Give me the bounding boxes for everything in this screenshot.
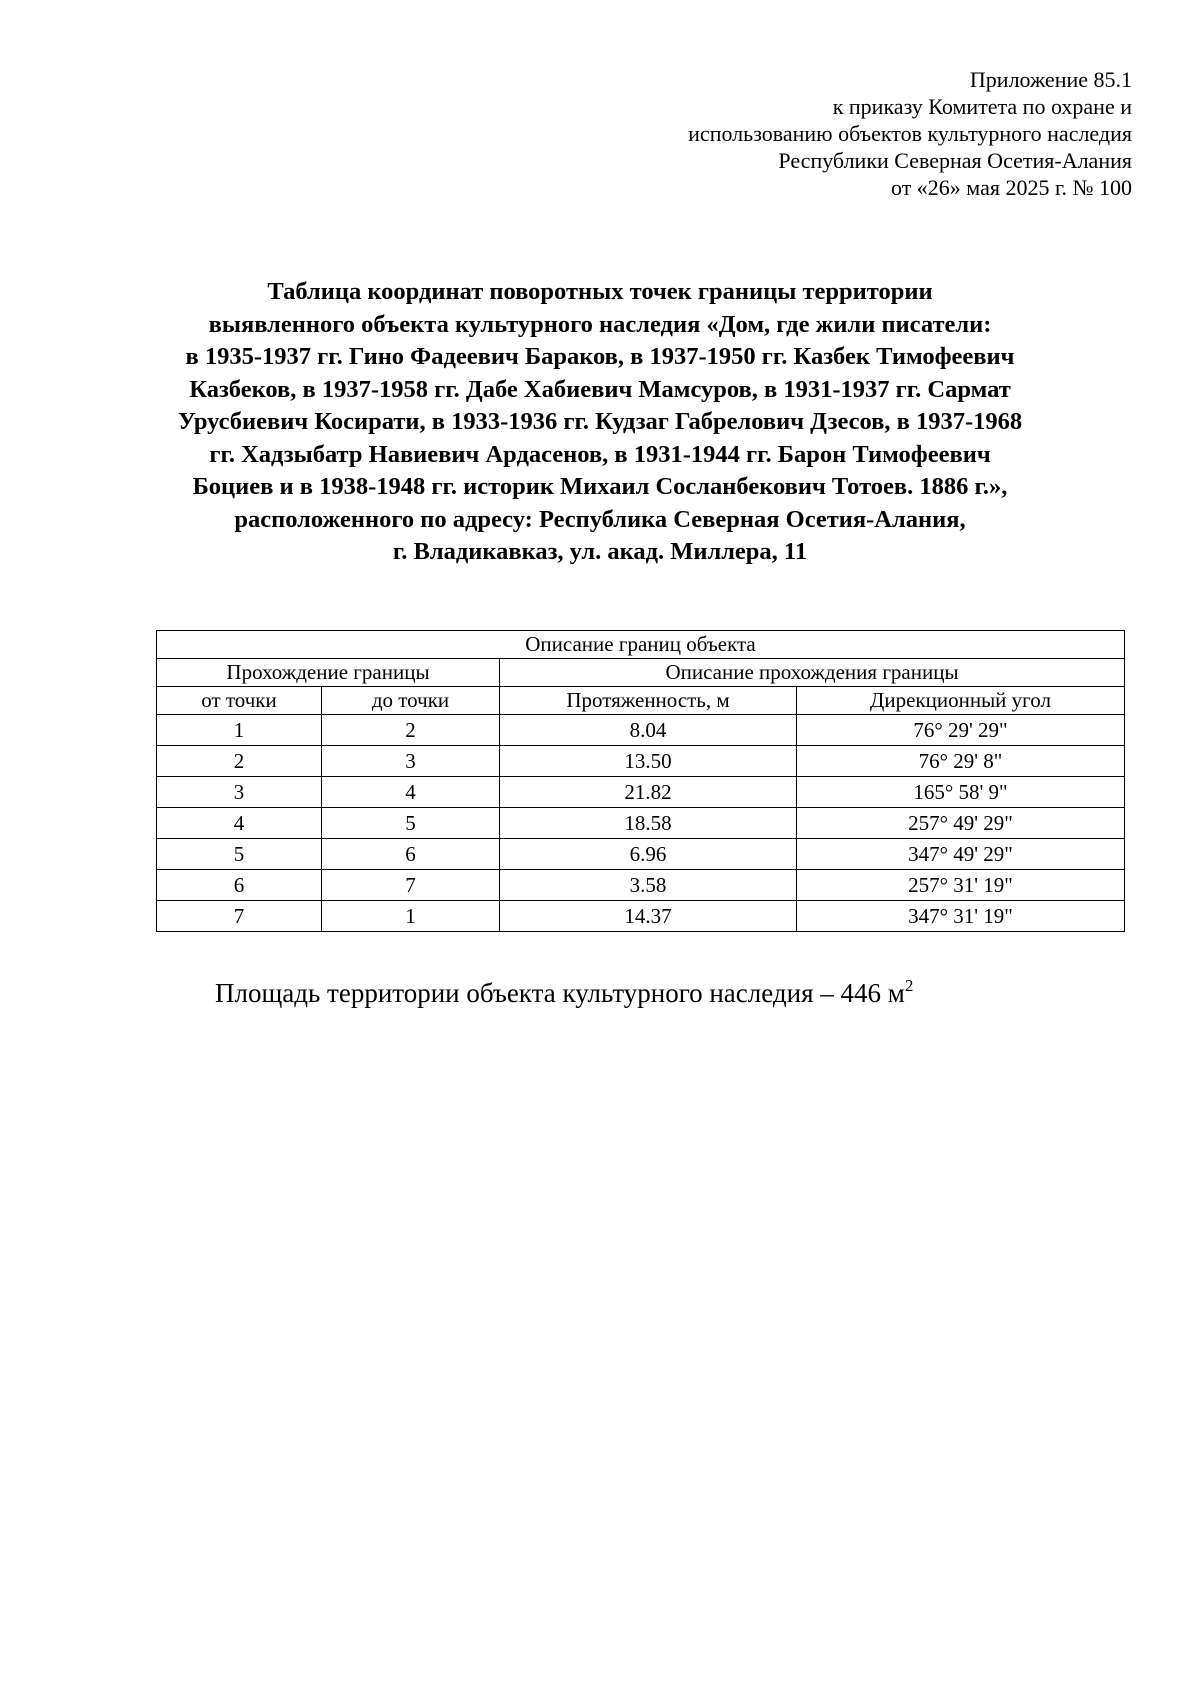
table-row (157, 715, 1125, 746)
title-line: гг. Хадзыбатр Навиевич Ардасенов, в 1931-1944 гг. Барон Тимофеевич (209, 440, 991, 468)
title-line: Урусбиевич Косирати, в 1933-1936 гг. Кудзаг Габрелович Дзесов, в 1937-1968 (177, 408, 1023, 435)
territory-area-statement (215, 976, 913, 1010)
cell-from-point: 2 (157, 746, 322, 777)
table-row (157, 808, 1125, 839)
coordinates-table (156, 630, 1125, 932)
column-header-from-point: от точки (157, 687, 322, 715)
cell-to-point: 1 (322, 901, 500, 932)
appendix-block (688, 66, 1132, 201)
title-line: Боциев и в 1938-1948 гг. историк Михаил Сосланбекович Тотоев. 1886 г.», (192, 473, 1008, 500)
cell-length: 3.58 (500, 870, 797, 901)
cell-from-point: 7 (157, 901, 322, 932)
cell-length: 6.96 (500, 839, 797, 870)
document-title (120, 276, 1080, 569)
cell-from-point: 1 (157, 715, 322, 746)
cell-from-point: 6 (157, 870, 322, 901)
cell-direction-angle: 76° 29' 29" (797, 715, 1125, 746)
cell-direction-angle: 165° 58' 9" (797, 777, 1125, 808)
title-line: расположенного по адресу: Республика Северная Осетия-Алания, (234, 505, 966, 533)
group-header-boundary-passage: Прохождение границы (157, 659, 500, 687)
cell-direction-angle: 257° 49' 29" (797, 808, 1125, 839)
title-line: в 1935-1937 гг. Гино Фадеевич Бараков, в 1937-1950 гг. Казбек Тимофеевич (185, 343, 1015, 370)
table-column-header-row (157, 687, 1125, 715)
area-text: Площадь территории объекта культурного наследия – 446 м (215, 978, 905, 1008)
column-header-length: Протяженность, м (500, 687, 797, 715)
cell-length: 21.82 (500, 777, 797, 808)
cell-length: 18.58 (500, 808, 797, 839)
table-caption: Описание границ объекта (157, 631, 1125, 659)
cell-to-point: 5 (322, 808, 500, 839)
title-line: Таблица координат поворотных точек границы территории (267, 278, 933, 305)
cell-from-point: 3 (157, 777, 322, 808)
table-row (157, 839, 1125, 870)
table-row (157, 901, 1125, 932)
cell-to-point: 6 (322, 839, 500, 870)
appendix-line: Приложение 85.1 (969, 67, 1132, 92)
table-group-header-row (157, 659, 1125, 687)
cell-from-point: 4 (157, 808, 322, 839)
area-unit-superscript: 2 (904, 976, 914, 995)
table-row (157, 777, 1125, 808)
cell-direction-angle: 347° 49' 29" (797, 839, 1125, 870)
cell-to-point: 4 (322, 777, 500, 808)
cell-length: 8.04 (500, 715, 797, 746)
cell-to-point: 3 (322, 746, 500, 777)
column-header-to-point: до точки (322, 687, 500, 715)
cell-direction-angle: 76° 29' 8" (797, 746, 1125, 777)
appendix-line: к приказу Комитета по охране и (832, 94, 1132, 119)
cell-to-point: 2 (322, 715, 500, 746)
column-header-direction-angle: Дирекционный угол (797, 687, 1125, 715)
title-line: г. Владикавказ, ул. акад. Миллера, 11 (392, 538, 808, 565)
appendix-line: Республики Северная Осетия-Алания (778, 148, 1132, 173)
cell-length: 14.37 (500, 901, 797, 932)
title-line: выявленного объекта культурного наследия «Дом, где жили писатели: (208, 310, 992, 338)
cell-from-point: 5 (157, 839, 322, 870)
cell-direction-angle: 257° 31' 19" (797, 870, 1125, 901)
table-row (157, 746, 1125, 777)
cell-to-point: 7 (322, 870, 500, 901)
appendix-line: использованию объектов культурного наследия (688, 121, 1132, 146)
title-line: Казбеков, в 1937-1958 гг. Дабе Хабиевич Мамсуров, в 1931-1937 гг. Сармат (189, 375, 1011, 403)
cell-length: 13.50 (500, 746, 797, 777)
group-header-boundary-description: Описание прохождения границы (500, 659, 1125, 687)
table-row (157, 870, 1125, 901)
table-caption-row (157, 631, 1125, 659)
cell-direction-angle: 347° 31' 19" (797, 901, 1125, 932)
appendix-line: от «26» мая 2025 г. № 100 (890, 175, 1132, 200)
